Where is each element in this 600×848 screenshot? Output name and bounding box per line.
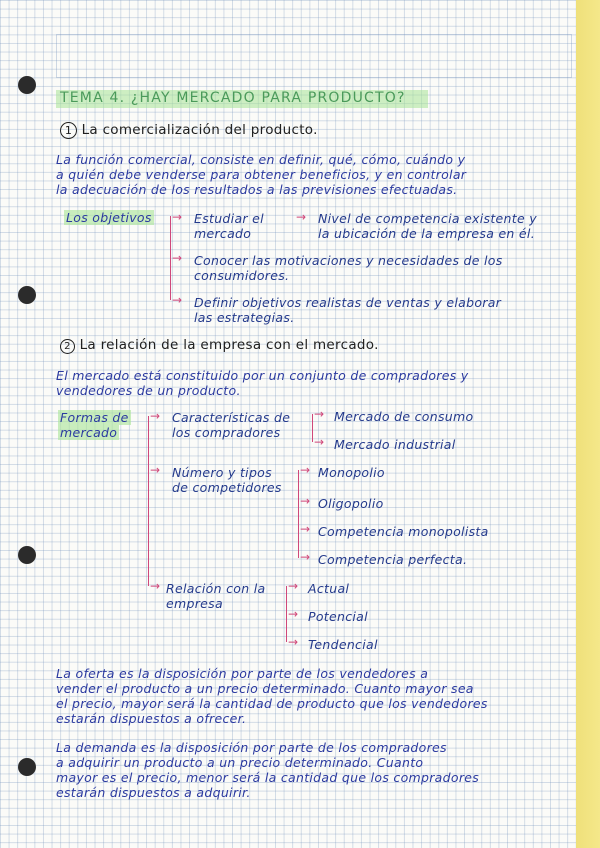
branch-3-label: empresa <box>166 596 223 611</box>
demanda-line: mayor es el precio, menor será la cantidad que los compradores <box>56 770 480 785</box>
objetivo-2-b: consumidores. <box>194 268 290 283</box>
page-title: TEMA 4. ¿HAY MERCADO PARA PRODUCTO? <box>60 90 406 106</box>
branch-1-label: Características de <box>172 410 291 425</box>
arrow-icon: → <box>288 635 299 649</box>
section2-heading <box>60 338 379 354</box>
section2-number: 2 <box>60 339 75 354</box>
arrow-icon: → <box>288 607 299 621</box>
section2-title: La relación de la empresa con el mercado. <box>79 337 379 353</box>
arrow-icon: → <box>300 550 311 564</box>
branch-2-label: Número y tipos <box>172 465 272 480</box>
branch-3-sub: Tendencial <box>308 637 378 652</box>
objetivo-1-detail-b: la ubicación de la empresa en él. <box>318 226 535 241</box>
arrow-icon: → <box>172 293 183 307</box>
objetivo-3-a: Definir objetivos realistas de ventas y elaborar <box>194 295 502 310</box>
branch-2-label: de competidores <box>172 480 282 495</box>
branch-3-sub: Actual <box>308 581 350 596</box>
branch-1-label: los compradores <box>172 425 281 440</box>
branch-3-bracket <box>286 586 287 642</box>
section1-heading <box>60 122 318 139</box>
arrow-icon: → <box>288 579 299 593</box>
arrow-icon: → <box>172 210 183 224</box>
arrow-icon: → <box>150 579 161 593</box>
branch-2-sub: Monopolio <box>318 465 385 480</box>
objetivos-label: Los objetivos <box>66 210 152 225</box>
arrow-icon: → <box>300 494 311 508</box>
punch-hole <box>18 286 36 304</box>
header-box <box>56 34 572 78</box>
demanda-line: estarán dispuestos a adquirir. <box>56 785 251 800</box>
branch-2-bracket <box>298 470 299 558</box>
objetivo-1-a: Estudiar el <box>194 211 264 226</box>
section1-title: La comercialización del producto. <box>81 122 318 138</box>
arrow-icon: → <box>300 522 311 536</box>
arrow-icon: → <box>314 407 325 421</box>
arrow-icon: → <box>314 435 325 449</box>
arrow-icon: → <box>172 251 183 265</box>
arrow-icon: → <box>300 463 311 477</box>
formas-label: Formas de <box>60 410 129 425</box>
formas-bracket <box>148 416 149 586</box>
objetivo-1-b: mercado <box>194 226 252 241</box>
section1-para-line: a quién debe venderse para obtener beneficios, y en controlar <box>56 167 467 182</box>
branch-1-sub: Mercado industrial <box>334 437 456 452</box>
branch-2-sub: Oligopolio <box>318 496 384 511</box>
section1-para-line: la adecuación de los resultados a las previsiones efectuadas. <box>56 182 458 197</box>
section1-para-line: La función comercial, consiste en definir, qué, cómo, cuándo y <box>56 152 466 167</box>
arrow-icon: → <box>150 463 161 477</box>
arrow-icon: → <box>296 210 307 224</box>
oferta-line: estarán dispuestos a ofrecer. <box>56 711 247 726</box>
section2-para-line: El mercado está constituido por un conjunto de compradores y <box>56 368 469 383</box>
page-edge <box>576 0 600 848</box>
oferta-line: vender el producto a un precio determinado. Cuanto mayor sea <box>56 681 474 696</box>
arrow-icon: → <box>150 409 161 423</box>
objetivo-1-detail-a: Nivel de competencia existente y <box>318 211 537 226</box>
branch-3-sub: Potencial <box>308 609 368 624</box>
formas-label: mercado <box>60 425 118 440</box>
branch-2-sub: Competencia monopolista <box>318 524 489 539</box>
branch-3-label: Relación con la <box>166 581 266 596</box>
objetivo-2-a: Conocer las motivaciones y necesidades de los <box>194 253 503 268</box>
objetivos-bracket <box>170 216 171 300</box>
objetivo-3-b: las estrategias. <box>194 310 295 325</box>
branch-1-bracket <box>312 414 313 442</box>
demanda-line: La demanda es la disposición por parte de los compradores <box>56 740 447 755</box>
punch-hole <box>18 546 36 564</box>
demanda-line: a adquirir un producto a un precio determinado. Cuanto <box>56 755 424 770</box>
punch-hole <box>18 76 36 94</box>
oferta-line: La oferta es la disposición por parte de los vendedores a <box>56 666 429 681</box>
section2-para-line: vendedores de un producto. <box>56 383 241 398</box>
punch-hole <box>18 758 36 776</box>
oferta-line: el precio, mayor será la cantidad de producto que los vendedores <box>56 696 488 711</box>
section1-number: 1 <box>60 122 77 139</box>
branch-2-sub: Competencia perfecta. <box>318 552 468 567</box>
branch-1-sub: Mercado de consumo <box>334 409 474 424</box>
